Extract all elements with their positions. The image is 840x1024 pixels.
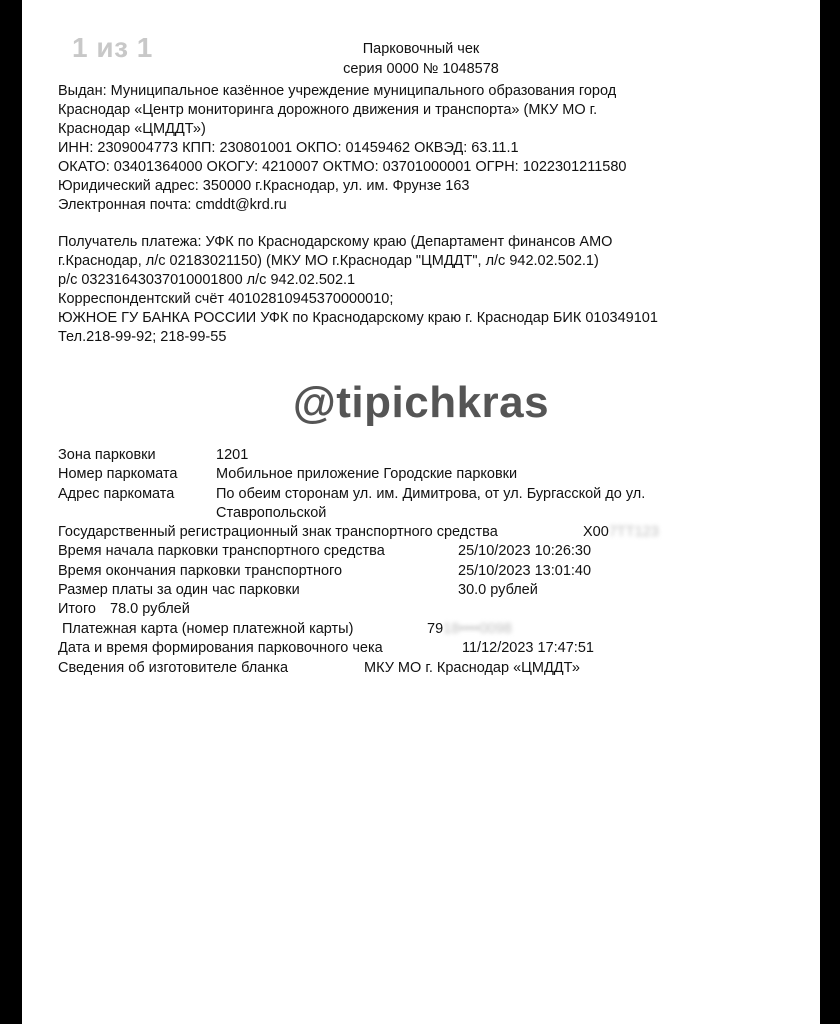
recipient-line: г.Краснодар, л/с 02183021150) (МКУ МО г.Краснодар "ЦМДДТ", л/с 942.02.502.1) [58, 253, 599, 269]
start-label: Время начала парковки транспортного средства [58, 543, 385, 560]
maker-label: Сведения об изготовителе бланка [58, 659, 289, 676]
recipient-line: ЮЖНОЕ ГУ БАНКА РОССИИ УФК по Краснодарскому краю г. Краснодар БИК 010349101 [58, 310, 658, 326]
address-value: По обеим сторонам ул. им. Димитрова, от ул. Бургасской до ул. Ставропольской [216, 485, 646, 521]
total-label: Итого [58, 601, 96, 618]
field-row-zone [58, 446, 798, 465]
meter-value: Мобильное приложение Городские парковки [216, 466, 518, 483]
meter-label: Номер паркомата [58, 466, 178, 483]
plate-redacted: 7ТТ123 [608, 523, 659, 540]
rate-label: Размер платы за один час парковки [58, 581, 300, 598]
receipt-page [22, 0, 820, 1024]
issuer-line: Юридический адрес: 350000 г.Краснодар, ул. им. Фрунзе 163 [58, 178, 470, 194]
receipt-series: серия 0000 № 1048578 [343, 61, 499, 77]
field-row-total [58, 600, 798, 619]
field-row-plate [58, 523, 798, 542]
issuer-block [58, 82, 626, 215]
field-row-issued [58, 639, 798, 658]
issuer-line: Краснодар «ЦМДДТ») [58, 121, 206, 137]
recipient-line: Тел.218-99-92; 218-99-55 [58, 329, 227, 345]
receipt-title-block [22, 39, 820, 79]
watermark: @tipichkras [292, 378, 550, 427]
plate-value: Х00 [583, 523, 609, 540]
page-counter: 1 из 1 [72, 32, 153, 63]
field-row-meter [58, 465, 798, 484]
rate-value: 30.0 рублей [458, 581, 538, 598]
zone-label: Зона парковки [58, 447, 156, 463]
field-row-end [58, 562, 798, 581]
field-row-card [58, 620, 798, 639]
address-label: Адрес паркомата [58, 485, 175, 502]
zone-value: 1201 [216, 447, 249, 463]
plate-value-group [583, 523, 659, 542]
issuer-line: ИНН: 2309004773 КПП: 230801001 ОКПО: 01459462 ОКВЭД: 63.11.1 [58, 140, 519, 156]
card-value: 79 [427, 620, 444, 637]
total-value: 78.0 рублей [110, 601, 190, 618]
field-row-address [58, 485, 798, 523]
card-label: Платежная карта (номер платежной карты) [62, 620, 354, 637]
start-value: 25/10/2023 10:26:30 [458, 543, 592, 560]
maker-value: МКУ МО г. Краснодар «ЦМДДТ» [364, 659, 580, 676]
receipt-title: Парковочный чек [362, 41, 480, 57]
end-label: Время окончания парковки транспортного [58, 562, 343, 579]
card-redacted: 18••••0098 [443, 620, 512, 637]
field-row-rate [58, 581, 798, 600]
recipient-line: р/с 03231643037010001800 л/с 942.02.502.1 [58, 272, 356, 288]
issued-value: 11/12/2023 17:47:51 [462, 640, 594, 657]
recipient-line: Корреспондентский счёт 40102810945370000010; [58, 291, 394, 307]
end-value: 25/10/2023 13:01:40 [458, 562, 592, 579]
recipient-line: Получатель платежа: УФК по Краснодарскому краю (Департамент финансов АМО [58, 234, 613, 250]
field-row-maker [58, 659, 798, 678]
field-row-start [58, 542, 798, 561]
issuer-line: Выдан: Муниципальное казённое учреждение муниципального образования город [58, 83, 617, 99]
issuer-line: Электронная почта: cmddt@krd.ru [58, 197, 287, 213]
card-value-group [427, 620, 512, 639]
plate-label: Государственный регистрационный знак транспортного средства [58, 523, 498, 540]
recipient-block [58, 233, 658, 347]
issued-label: Дата и время формирования парковочного чека [58, 640, 383, 657]
parking-fields [58, 446, 798, 678]
issuer-line: Краснодар «Центр мониторинга дорожного движения и транспорта» (МКУ МО г. [58, 102, 598, 118]
issuer-line: ОКАТО: 03401364000 ОКОГУ: 4210007 ОКТМО: 03701000001 ОГРН: 1022301211580 [58, 159, 627, 175]
